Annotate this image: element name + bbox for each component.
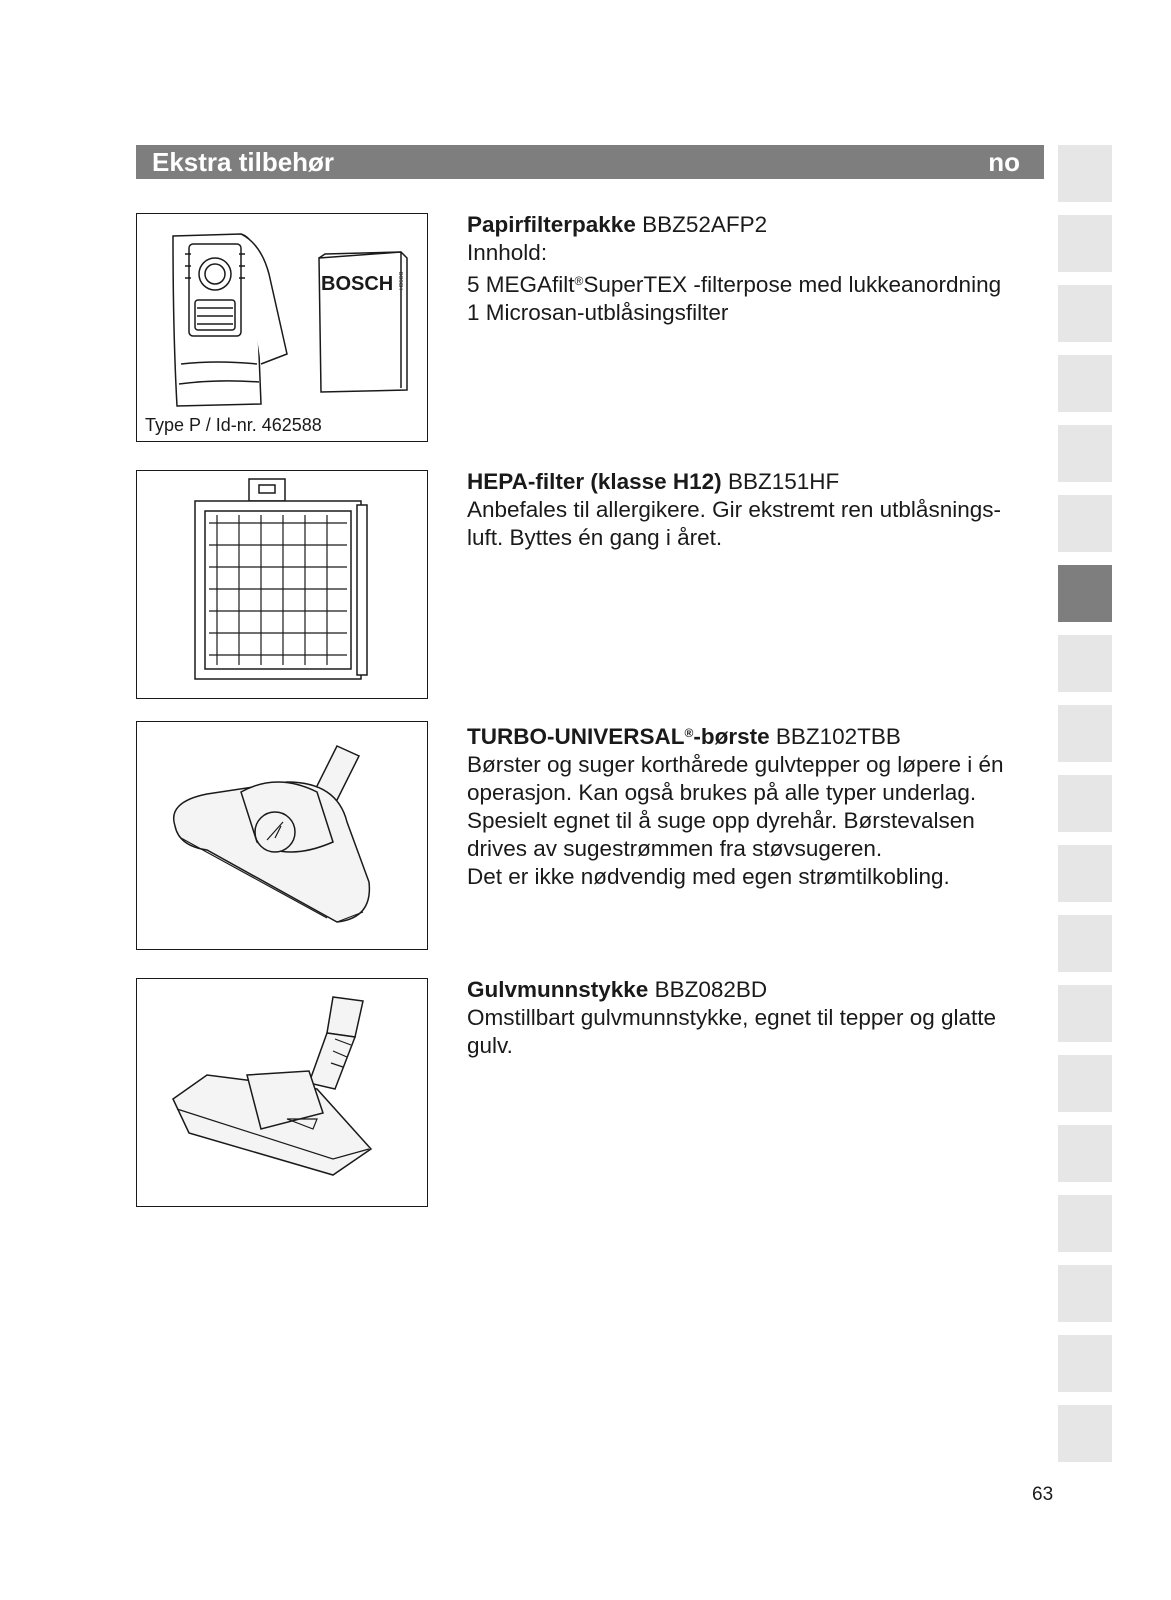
section-title: Ekstra tilbehør <box>152 147 335 177</box>
item-line: Omstillbart gulvmunnstykke, egnet til tepper og glatte <box>467 1005 997 1030</box>
side-tab <box>1058 1055 1112 1112</box>
page-number: 63 <box>1032 1484 1054 1505</box>
item-line: Anbefales til allergikere. Gir ekstremt ren utblåsnings- <box>467 497 1001 522</box>
item-line: gulv. <box>467 1033 513 1058</box>
floor-nozzle-image <box>136 978 428 1207</box>
side-tab <box>1058 1335 1112 1392</box>
item-name: HEPA-filter (klasse H12) <box>467 469 722 494</box>
item-code: BBZ102TBB <box>775 724 901 749</box>
item-heading <box>467 719 1047 751</box>
registered-mark: ® <box>574 274 584 288</box>
side-tab <box>1058 145 1112 202</box>
side-tab <box>1058 285 1112 342</box>
hepa-filter-illustration <box>137 471 427 698</box>
side-tab <box>1058 495 1112 552</box>
turbo-brush-image <box>136 721 428 950</box>
item-name-suffix: -børste <box>693 724 770 749</box>
item-name: Gulvmunnstykke <box>467 977 649 1002</box>
item-line: Børster og suger korthårede gulvtepper og løpere i én <box>467 752 1004 777</box>
item-name: Papirfilterpakke <box>467 212 636 237</box>
box-brand-label: BOSCH <box>321 273 394 295</box>
item-line: luft. Byttes én gang i året. <box>467 525 723 550</box>
item-code: BBZ082BD <box>654 977 768 1002</box>
side-tab <box>1058 915 1112 972</box>
item-paper-filter-text <box>467 211 1047 327</box>
side-tab-active <box>1058 565 1112 622</box>
item-line: drives av sugestrømmen fra støvsugeren. <box>467 836 883 861</box>
item-line: Det er ikke nødvendig med egen strømtilkobling. <box>467 864 950 889</box>
language-code: no <box>988 147 1020 177</box>
item-line-part: 5 MEGAfilt <box>467 272 575 297</box>
registered-mark: ® <box>684 726 694 740</box>
item-heading <box>467 976 1047 1004</box>
side-tab <box>1058 355 1112 412</box>
item-heading <box>467 468 1047 496</box>
side-tab <box>1058 1405 1112 1462</box>
item-name: TURBO-UNIVERSAL <box>467 724 685 749</box>
item-hepa-text <box>467 468 1047 552</box>
side-tab <box>1058 705 1112 762</box>
side-tab <box>1058 1195 1112 1252</box>
side-tab <box>1058 215 1112 272</box>
item-floor-nozzle-text <box>467 976 1047 1060</box>
item-heading <box>467 211 1047 239</box>
item-line: operasjon. Kan også brukes på alle typer underlag. <box>467 780 977 805</box>
item-code: BBZ52AFP2 <box>642 212 768 237</box>
hepa-filter-image <box>136 470 428 699</box>
item-line: Spesielt egnet til å suge opp dyrehår. Børstevalsen <box>467 808 975 833</box>
item-line <box>467 267 1047 299</box>
item-line: Innhold: <box>467 240 548 265</box>
filter-bag-illustration <box>137 214 427 441</box>
side-tab <box>1058 1265 1112 1322</box>
item-code: BBZ151HF <box>727 469 840 494</box>
section-header-bar <box>136 145 1044 179</box>
image-caption: Type P / Id-nr. 462588 <box>145 415 322 435</box>
filter-bag-image <box>136 213 428 442</box>
side-tab <box>1058 845 1112 902</box>
item-line: 1 Microsan-utblåsingsfilter <box>467 300 729 325</box>
side-tab <box>1058 775 1112 832</box>
item-turbo-brush-text <box>467 719 1047 891</box>
floor-nozzle-illustration <box>137 979 427 1206</box>
side-tab <box>1058 1125 1112 1182</box>
item-line-part: SuperTEX -filterpose med lukkeanordning <box>583 272 1002 297</box>
side-tab <box>1058 425 1112 482</box>
turbo-brush-illustration <box>137 722 427 949</box>
side-tab <box>1058 635 1112 692</box>
box-brand-label-side: BOSCH <box>397 272 403 290</box>
side-tab <box>1058 985 1112 1042</box>
